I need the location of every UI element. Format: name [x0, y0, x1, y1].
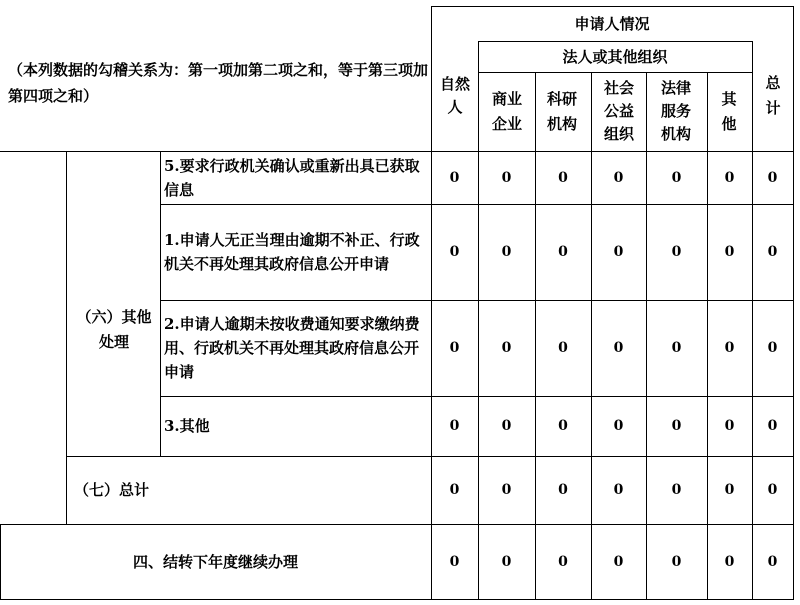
- header-natural-person: 自然人: [440, 75, 471, 116]
- value-cell: 0: [558, 418, 568, 434]
- grid-line: [793, 6, 794, 600]
- value-cell: 0: [449, 554, 460, 570]
- group-label-other-processing: （六）其他处理: [76, 308, 152, 351]
- value-cell: 0: [613, 340, 624, 356]
- row-label: 5.要求行政机关确认或重新出具已获取信息: [164, 156, 420, 199]
- value-cell: 0: [613, 482, 624, 498]
- value-cell: 0: [671, 244, 682, 260]
- value-cell: 0: [724, 169, 735, 186]
- value-cell: 0: [767, 418, 778, 434]
- header-applicant-situation: 申请人情况: [574, 14, 650, 33]
- value-cell: 0: [449, 169, 460, 186]
- value-cell: 0: [501, 418, 512, 434]
- header-legal-service: 法律服务机构: [660, 79, 691, 143]
- header-legal-other-orgs: 法人或其他组织: [562, 47, 668, 66]
- value-cell: 0: [671, 169, 682, 186]
- header-total: 总计: [765, 74, 781, 117]
- row-label: 四、结转下年度继续办理: [132, 553, 298, 571]
- row-label: 1.申请人无正当理由逾期不补正、行政机关不再处理其政府信息公开申请: [164, 231, 420, 273]
- value-cell: 0: [449, 418, 460, 434]
- value-cell: 0: [558, 244, 568, 260]
- value-cell: 0: [767, 169, 778, 186]
- value-cell: 0: [767, 482, 778, 498]
- grid-line: [66, 151, 67, 524]
- value-cell: 0: [613, 418, 624, 434]
- value-cell: 0: [671, 340, 682, 356]
- value-cell: 0: [671, 554, 682, 570]
- value-cell: 0: [767, 554, 778, 570]
- value-cell: 0: [613, 244, 624, 260]
- value-cell: 0: [558, 554, 568, 570]
- header-other: 其他: [721, 89, 737, 133]
- value-cell: 0: [501, 482, 512, 498]
- value-cell: 0: [767, 244, 778, 260]
- value-cell: 0: [558, 340, 568, 356]
- header-note: （本列数据的勾稽关系为：第一项加第二项之和，等于第三项加第四项之和）: [8, 61, 429, 105]
- row-label: 2.申请人逾期未按收费通知要求缴纳费用、行政机关不再处理其政府信息公开申请: [164, 315, 420, 381]
- value-cell: 0: [501, 340, 512, 356]
- value-cell: 0: [613, 169, 624, 186]
- header-research: 科研机构: [546, 89, 577, 133]
- value-cell: 0: [613, 554, 624, 570]
- value-cell: 0: [558, 482, 568, 498]
- value-cell: 0: [671, 418, 682, 434]
- value-cell: 0: [724, 418, 735, 434]
- value-cell: 0: [671, 482, 682, 498]
- value-cell: 0: [449, 244, 460, 260]
- value-cell: 0: [724, 482, 735, 498]
- value-cell: 0: [558, 169, 568, 186]
- value-cell: 0: [724, 340, 735, 356]
- row-label: 3.其他: [164, 417, 210, 435]
- value-cell: 0: [501, 244, 512, 260]
- value-cell: 0: [449, 340, 460, 356]
- value-cell: 0: [767, 340, 778, 356]
- header-commercial: 商业企业: [491, 89, 522, 133]
- row-label: （七）总计: [74, 481, 150, 499]
- header-public-welfare: 社会公益组织: [603, 79, 634, 143]
- value-cell: 0: [501, 554, 512, 570]
- value-cell: 0: [501, 169, 512, 186]
- value-cell: 0: [449, 482, 460, 498]
- value-cell: 0: [724, 244, 735, 260]
- value-cell: 0: [724, 554, 735, 570]
